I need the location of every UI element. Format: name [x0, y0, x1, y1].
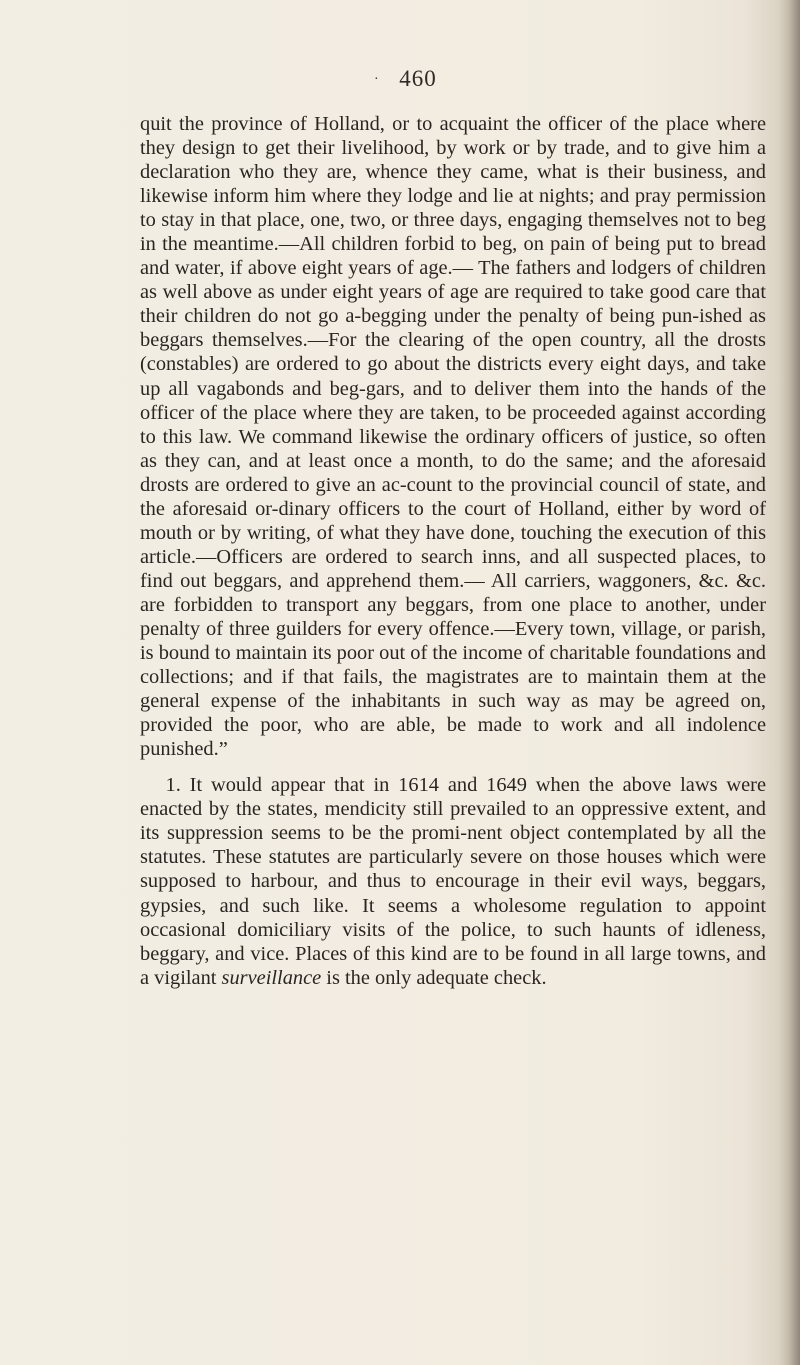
paragraph-commentary-ending: is the only adequate check. — [321, 966, 547, 989]
paragraph-regulations-text: quit the province of Holland, or to acquaint the officer of the place where they design to get their livelihood, by work or by trade, and to give him a declaration who they are, whence they came, what is their business, and likewise inform him where they lodge and lie at nights; and pray permission to stay in that place, one, two, or three days, engaging themselves not to beg in the meantime.—All children forbid to beg, on pain of being put to bread and water, if above eight years of age.— The fathers and lodgers of children as well above as under eight years of age are required to take good care that their children do not go a-begging under the penalty of being pun-ished as beggars themselves.—For the clearing of the open country, all the drosts (constables) are ordered to go about the districts every eight days, and take up all vagabonds and beg-gars, and to deliver them into the hands of the officer of the place where they are taken, to be proceeded against according to this law. We command likewise the ordinary officers of justice, so often as they can, and at least once a month, to do the same; and the aforesaid drosts are ordered to give an ac-count to the provincial council of state, and the aforesaid or-dinary officers to the court of Holland, either by word of mouth or by writing, of what they have done, touching the execution of this article.—Officers are ordered to search inns, and all suspected places, to find out beggars, and apprehend them.— All carriers, waggoners, &c. &c. are forbidden to transport any beggars, from one place to another, under penalty of three guilders for every offence.—Every town, village, or parish, is bound to maintain its poor out of the income of charitable foundations and collections; and if that fails, the magistrates are to maintain them at the general expense of the inhabitants in such way as may be agreed on, provided the poor, who are able, be made to work and all indolence punished.” — [140, 113, 766, 761]
page-edge-shadow — [778, 0, 800, 1365]
paragraph-commentary-text: 1. It would appear that in 1614 and 1649 when the above laws were enacted by the states, mendicity still prevailed to an oppressive extent, and its suppression seems to be the promi-nent object contemplated by all the statutes. These statutes are particularly severe on those houses which were supposed to harbour, and thus to encourage in their evil ways, beggars, gypsies, and such like. It seems a wholesome regulation to appoint occasional domiciliary visits of the police, to such haunts of idleness, beggary, and vice. Places of this kind are to be found in all large towns, and a vigilant — [140, 774, 766, 989]
header-dot: · — [374, 72, 380, 87]
page-number-header — [0, 66, 800, 92]
page-number: 460 — [399, 66, 437, 91]
paragraph-regulations — [140, 112, 766, 761]
body-text — [140, 112, 766, 990]
italic-term-surveillance: surveillance — [221, 966, 322, 989]
paragraph-commentary — [140, 773, 766, 989]
